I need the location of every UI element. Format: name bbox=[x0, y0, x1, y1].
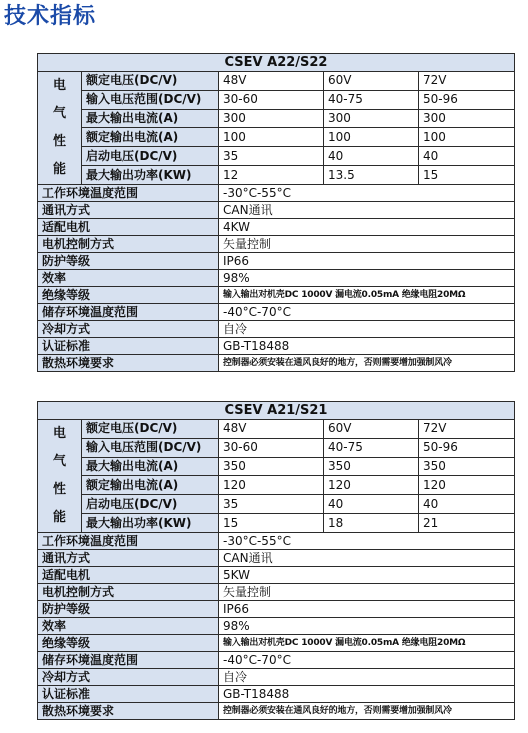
spec-label: 适配电机 bbox=[38, 567, 219, 584]
spec-row bbox=[38, 219, 515, 236]
param-label: 额定电压(DC/V) bbox=[82, 420, 219, 439]
param-value: 40-75 bbox=[324, 438, 419, 457]
spec-label: 防护等级 bbox=[38, 253, 219, 270]
param-value: 120 bbox=[219, 476, 324, 495]
page-title: 技术指标 bbox=[4, 4, 97, 29]
spec-row bbox=[38, 253, 515, 270]
electrical-performance-label bbox=[38, 420, 82, 533]
param-value: 72V bbox=[419, 420, 515, 439]
group-label-char: 能 bbox=[52, 510, 66, 525]
group-label-char: 气 bbox=[52, 106, 66, 121]
spec-value: 98% bbox=[219, 618, 515, 635]
spec-value: 5KW bbox=[219, 567, 515, 584]
spec-label: 防护等级 bbox=[38, 601, 219, 618]
spec-value: 控制器必须安装在通风良好的地方，否则需要增加强制风冷 bbox=[219, 703, 515, 720]
param-value: 18 bbox=[324, 514, 419, 533]
spec-row bbox=[38, 669, 515, 686]
param-value: 35 bbox=[219, 147, 324, 166]
electrical-row bbox=[38, 495, 515, 514]
param-value: 50-96 bbox=[419, 90, 515, 109]
spec-value: GB-T18488 bbox=[219, 686, 515, 703]
spec-label: 储存环境温度范围 bbox=[38, 304, 219, 321]
spec-row bbox=[38, 321, 515, 338]
param-value: 50-96 bbox=[419, 438, 515, 457]
spec-row bbox=[38, 686, 515, 703]
electrical-row bbox=[38, 438, 515, 457]
spec-label: 散热环境要求 bbox=[38, 703, 219, 720]
param-value: 13.5 bbox=[324, 166, 419, 185]
spec-row bbox=[38, 584, 515, 601]
param-value: 30-60 bbox=[219, 438, 324, 457]
param-value: 35 bbox=[219, 495, 324, 514]
spec-value: -30°C-55°C bbox=[219, 533, 515, 550]
spec-table-a22 bbox=[37, 53, 515, 372]
param-value: 40 bbox=[324, 495, 419, 514]
spec-label: 工作环境温度范围 bbox=[38, 533, 219, 550]
spec-row bbox=[38, 601, 515, 618]
electrical-row bbox=[38, 109, 515, 128]
spec-label: 认证标准 bbox=[38, 686, 219, 703]
spec-value: 自冷 bbox=[219, 669, 515, 686]
spec-value: -40°C-70°C bbox=[219, 304, 515, 321]
param-value: 300 bbox=[419, 109, 515, 128]
param-label: 额定电压(DC/V) bbox=[82, 72, 219, 91]
param-label: 额定输出电流(A) bbox=[82, 128, 219, 147]
electrical-row bbox=[38, 90, 515, 109]
param-label: 输入电压范围(DC/V) bbox=[82, 90, 219, 109]
spec-label: 冷却方式 bbox=[38, 321, 219, 338]
spec-value: 自冷 bbox=[219, 321, 515, 338]
spec-row bbox=[38, 652, 515, 669]
spec-value: GB-T18488 bbox=[219, 338, 515, 355]
spec-row bbox=[38, 533, 515, 550]
spec-label: 效率 bbox=[38, 270, 219, 287]
param-value: 100 bbox=[419, 128, 515, 147]
param-label: 最大输出电流(A) bbox=[82, 109, 219, 128]
spec-label: 通讯方式 bbox=[38, 550, 219, 567]
electrical-performance-label bbox=[38, 72, 82, 185]
param-label: 最大输出功率(KW) bbox=[82, 166, 219, 185]
spec-row bbox=[38, 202, 515, 219]
spec-label: 冷却方式 bbox=[38, 669, 219, 686]
param-value: 120 bbox=[419, 476, 515, 495]
param-value: 21 bbox=[419, 514, 515, 533]
electrical-row bbox=[38, 128, 515, 147]
group-label-char: 电 bbox=[52, 78, 66, 93]
spec-label: 认证标准 bbox=[38, 338, 219, 355]
electrical-row bbox=[38, 72, 515, 91]
spec-label: 电机控制方式 bbox=[38, 236, 219, 253]
spec-value: 输入输出对机壳DC 1000V 漏电流0.05mA 绝缘电阻20MΩ bbox=[219, 287, 515, 304]
spec-value: 输入输出对机壳DC 1000V 漏电流0.05mA 绝缘电阻20MΩ bbox=[219, 635, 515, 652]
group-label-char: 能 bbox=[52, 162, 66, 177]
param-value: 40 bbox=[419, 495, 515, 514]
param-value: 60V bbox=[324, 72, 419, 91]
spec-row bbox=[38, 287, 515, 304]
param-value: 350 bbox=[219, 457, 324, 476]
electrical-row bbox=[38, 420, 515, 439]
spec-row bbox=[38, 338, 515, 355]
electrical-row bbox=[38, 514, 515, 533]
spec-value: IP66 bbox=[219, 601, 515, 618]
spec-label: 绝缘等级 bbox=[38, 635, 219, 652]
group-label-char: 性 bbox=[52, 482, 66, 497]
param-value: 12 bbox=[219, 166, 324, 185]
spec-label: 储存环境温度范围 bbox=[38, 652, 219, 669]
spec-value: 矢量控制 bbox=[219, 584, 515, 601]
electrical-row bbox=[38, 476, 515, 495]
spec-value: CAN通讯 bbox=[219, 550, 515, 567]
electrical-row bbox=[38, 166, 515, 185]
param-value: 300 bbox=[324, 109, 419, 128]
spec-row bbox=[38, 618, 515, 635]
model-header-row bbox=[38, 54, 515, 72]
spec-row bbox=[38, 185, 515, 202]
spec-label: 工作环境温度范围 bbox=[38, 185, 219, 202]
spec-row bbox=[38, 304, 515, 321]
electrical-row bbox=[38, 457, 515, 476]
param-label: 输入电压范围(DC/V) bbox=[82, 438, 219, 457]
param-value: 350 bbox=[324, 457, 419, 476]
param-value: 15 bbox=[219, 514, 324, 533]
param-value: 48V bbox=[219, 420, 324, 439]
param-value: 60V bbox=[324, 420, 419, 439]
spec-row bbox=[38, 355, 515, 372]
spec-value: 98% bbox=[219, 270, 515, 287]
param-value: 100 bbox=[324, 128, 419, 147]
param-value: 350 bbox=[419, 457, 515, 476]
group-label-char: 电 bbox=[52, 426, 66, 441]
spec-table-a21 bbox=[37, 401, 515, 720]
spec-row bbox=[38, 236, 515, 253]
param-value: 40 bbox=[419, 147, 515, 166]
param-value: 300 bbox=[219, 109, 324, 128]
model-title: CSEV A21/S21 bbox=[38, 402, 515, 420]
spec-row bbox=[38, 567, 515, 584]
model-header-row bbox=[38, 402, 515, 420]
spec-label: 适配电机 bbox=[38, 219, 219, 236]
spec-value: IP66 bbox=[219, 253, 515, 270]
spec-value: 控制器必须安装在通风良好的地方，否则需要增加强制风冷 bbox=[219, 355, 515, 372]
param-value: 72V bbox=[419, 72, 515, 91]
param-value: 15 bbox=[419, 166, 515, 185]
electrical-row bbox=[38, 147, 515, 166]
param-value: 40 bbox=[324, 147, 419, 166]
spec-row bbox=[38, 703, 515, 720]
spec-value: -30°C-55°C bbox=[219, 185, 515, 202]
spec-value: -40°C-70°C bbox=[219, 652, 515, 669]
group-label-char: 气 bbox=[52, 454, 66, 469]
spec-label: 散热环境要求 bbox=[38, 355, 219, 372]
spec-row bbox=[38, 270, 515, 287]
param-value: 40-75 bbox=[324, 90, 419, 109]
param-value: 30-60 bbox=[219, 90, 324, 109]
spec-value: CAN通讯 bbox=[219, 202, 515, 219]
param-label: 最大输出功率(KW) bbox=[82, 514, 219, 533]
model-title: CSEV A22/S22 bbox=[38, 54, 515, 72]
spec-value: 矢量控制 bbox=[219, 236, 515, 253]
param-label: 最大输出电流(A) bbox=[82, 457, 219, 476]
spec-label: 电机控制方式 bbox=[38, 584, 219, 601]
param-label: 额定输出电流(A) bbox=[82, 476, 219, 495]
param-value: 120 bbox=[324, 476, 419, 495]
spec-label: 绝缘等级 bbox=[38, 287, 219, 304]
param-label: 启动电压(DC/V) bbox=[82, 495, 219, 514]
spec-value: 4KW bbox=[219, 219, 515, 236]
spec-row bbox=[38, 550, 515, 567]
param-value: 48V bbox=[219, 72, 324, 91]
spec-label: 效率 bbox=[38, 618, 219, 635]
param-label: 启动电压(DC/V) bbox=[82, 147, 219, 166]
group-label-char: 性 bbox=[52, 134, 66, 149]
spec-row bbox=[38, 635, 515, 652]
spec-label: 通讯方式 bbox=[38, 202, 219, 219]
param-value: 100 bbox=[219, 128, 324, 147]
